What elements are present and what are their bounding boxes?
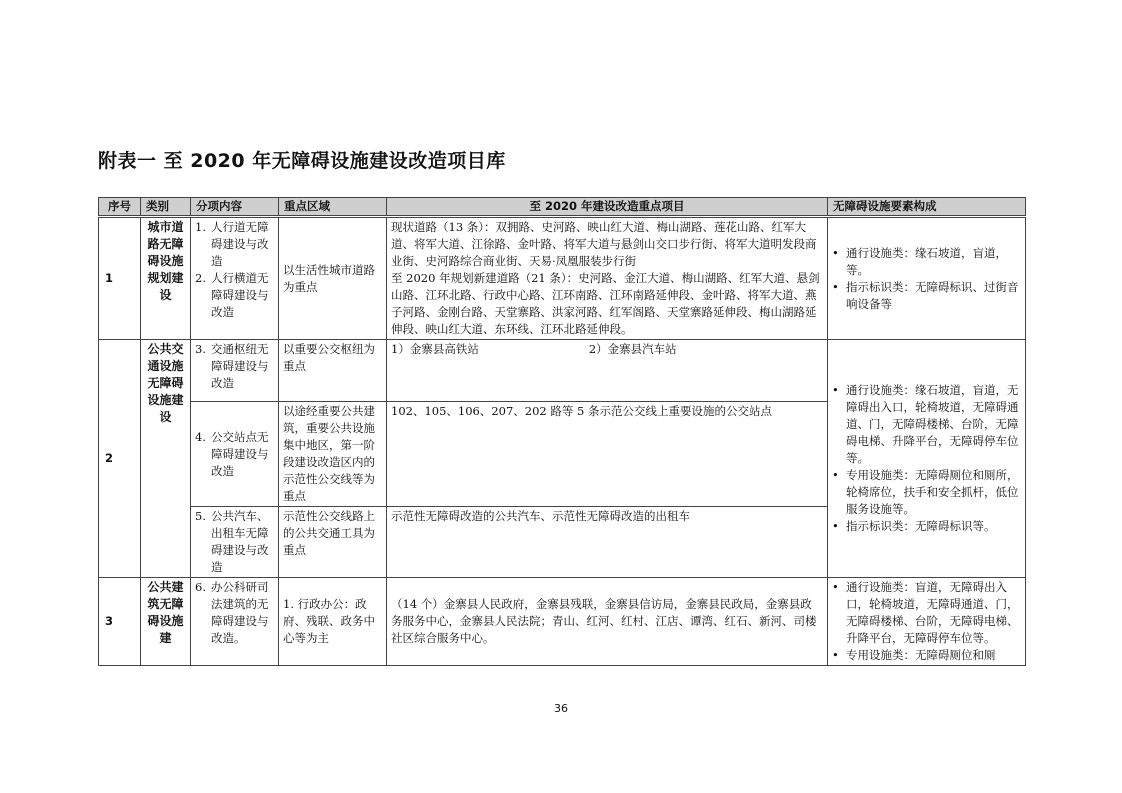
item-text: 公共汽车、出租车无障碍建设与改造 — [211, 509, 269, 574]
item-number: 5. — [195, 509, 206, 523]
element-text: 指示标识类：无障碍标识等。 — [846, 519, 996, 533]
existing-roads: 现状道路（13 条）：双拥路、史河路、映山红大道、梅山湖路、莲花山路、红军大道、将军大道、江徐路、金叶路、将军大道与悬剑山交口步行街、将军大道明发段商业街、史河路综合商业街、天易·凤凰服装步行街 — [391, 220, 817, 268]
row-area: 示范性公交线路上的公共交通工具为重点 — [279, 507, 387, 578]
element-text: 专用设施类：无障碍厕位和厕所，轮椅席位，扶手和安全抓杆，低位服务设施等。 — [846, 468, 1019, 516]
table-row — [99, 340, 1026, 402]
planned-roads: 至 2020 年规划新建道路（21 条）：史河路、金江大道、梅山湖路、红军大道、悬剑山路、江环北路、行政中心路、江环南路、江环南路延伸段、金叶路、将军大道、燕子河路、金刚台路、天堂寨路、洪家河路、红军阁路、天堂寨路延伸段、梅山湖路延伸段、映山红大道、东环线、江环北路延伸段。 — [391, 271, 820, 336]
list-item — [832, 579, 1021, 647]
header-area: 重点区域 — [279, 198, 387, 217]
row-area: 以重要公交枢纽为重点 — [279, 340, 387, 402]
row-category: 城市道路无障碍设施规划建设 — [141, 217, 191, 340]
row-seq: 2 — [99, 340, 141, 578]
row-projects: 102、105、106、207、202 路等 5 条示范公交线上重要设施的公交站点 — [387, 402, 828, 507]
header-elements: 无障碍设施要素构成 — [828, 198, 1026, 217]
list-item — [195, 341, 274, 392]
project-table — [98, 197, 1026, 666]
row-item — [191, 217, 279, 340]
row-area: 以途经重要公共建筑，重要公共设施集中地区，第一阶段建设改造区内的示范性公交线等为重点 — [279, 402, 387, 507]
header-seq: 序号 — [99, 198, 141, 217]
element-text: 指示标识类：无障碍标识、过街音响设备等 — [846, 279, 1019, 311]
bullet-icon: • — [832, 468, 839, 482]
row-area: 以生活性城市道路为重点 — [279, 217, 387, 340]
item-text: 公交站点无障碍建设与改造 — [211, 429, 269, 478]
list-item — [832, 467, 1021, 518]
element-text: 通行设施类：盲道，无障碍出入口，轮椅坡道，无障碍通道、门，无障碍楼梯、台阶，无障碍电梯、升降平台，无障碍停车位等。 — [846, 580, 1019, 645]
header-projects: 至 2020 年建设改造重点项目 — [387, 198, 828, 217]
item-number: 4. — [195, 429, 206, 444]
item-number: 6. — [195, 580, 206, 594]
table-header-row — [99, 198, 1026, 217]
bullet-icon: • — [832, 279, 839, 294]
item-text: 交通枢纽无障碍建设与改造 — [211, 342, 269, 390]
row-category: 公共建筑无障碍设施建 — [141, 578, 191, 666]
bullet-icon: • — [832, 383, 839, 397]
element-text: 通行设施类：缘石坡道，盲道，等。 — [846, 245, 1007, 277]
list-item — [832, 382, 1021, 467]
project-text: 1）金寨县高铁站 — [391, 342, 479, 356]
element-text: 专用设施类：无障碍厕位和厕 — [846, 648, 996, 662]
list-item — [832, 279, 1021, 313]
row-category: 公共交通设施无障碍设施建设 — [141, 340, 191, 578]
table-row — [99, 578, 1026, 666]
item-number: 1. — [195, 220, 206, 234]
row-item — [191, 578, 279, 666]
list-item — [195, 579, 274, 647]
bullet-icon: • — [832, 519, 839, 533]
row-item — [191, 340, 279, 402]
row-elements — [828, 578, 1026, 666]
item-number: 2. — [195, 271, 206, 285]
row-projects — [387, 340, 828, 402]
element-text: 通行设施类：缘石坡道，盲道，无障碍出入口，轮椅坡道，无障碍通道、门，无障碍楼梯、台阶，无障碍电梯、升降平台，无障碍停车位等。 — [846, 383, 1019, 465]
row-projects — [387, 217, 828, 340]
item-text: 人行横道无障碍建设与改造 — [211, 271, 269, 319]
list-item — [832, 518, 1021, 535]
item-text: 人行道无障碍建设与改造 — [211, 220, 269, 268]
bullet-icon: • — [832, 580, 839, 594]
bullet-icon: • — [832, 245, 839, 260]
list-item — [832, 245, 1021, 279]
page-number: 36 — [554, 702, 568, 715]
item-text: 办公科研司法建筑的无障碍建设与改造。 — [211, 580, 269, 645]
bullet-icon: • — [832, 648, 839, 662]
row-elements — [828, 217, 1026, 340]
header-item: 分项内容 — [191, 198, 279, 217]
list-item — [832, 647, 1021, 664]
list-item — [195, 508, 274, 576]
table-row — [99, 217, 1026, 340]
row-item — [191, 402, 279, 507]
list-item — [195, 270, 274, 321]
row-projects: 示范性无障碍改造的公共汽车、示范性无障碍改造的出租车 — [387, 507, 828, 578]
list-item — [195, 429, 274, 480]
item-number: 3. — [195, 342, 206, 356]
row-elements — [828, 340, 1026, 578]
list-item — [195, 219, 274, 270]
row-area: 1. 行政办公：政府、残联、政务中心等为主 — [279, 578, 387, 666]
row-item — [191, 507, 279, 578]
row-projects: （14 个）金寨县人民政府，金寨县残联，金寨县信访局，金寨县民政局，金寨县政务服务中心，金寨县人民法院；青山、红河、红村、江店、谭湾、红石、新河、司楼社区综合服务中心。 — [387, 578, 828, 666]
page-title: 附表一 至 2020 年无障碍设施建设改造项目库 — [98, 150, 506, 172]
header-category: 类别 — [141, 198, 191, 217]
row-seq: 3 — [99, 578, 141, 666]
row-seq: 1 — [99, 217, 141, 340]
project-text: 2）金寨县汽车站 — [588, 342, 677, 356]
